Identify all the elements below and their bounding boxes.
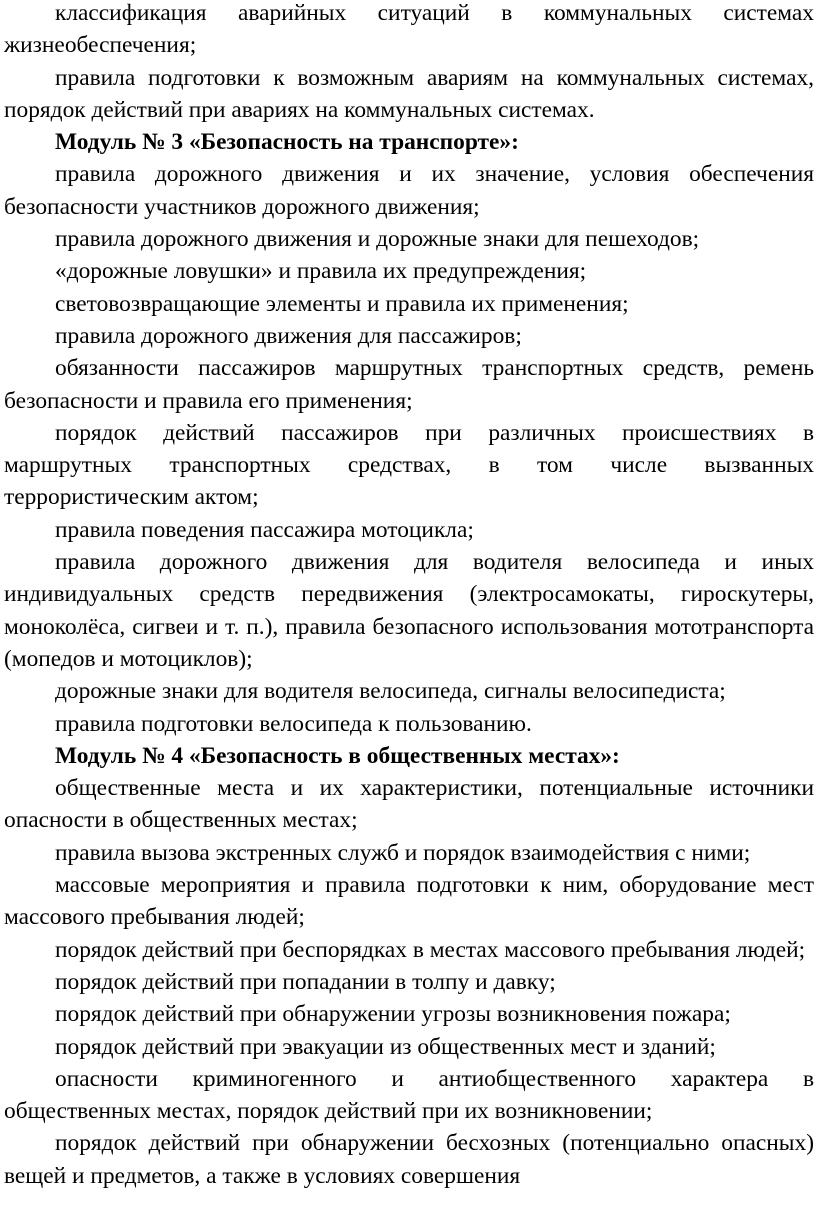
list-item: дорожные знаки для водителя велосипеда, сигналы велосипедиста;	[55, 678, 726, 705]
list-item: световозвращающие элементы и правила их применения;	[55, 290, 629, 317]
list-item: порядок действий при эвакуации из общественных мест и зданий;	[55, 1033, 716, 1060]
list-item: правила подготовки велосипеда к пользованию.	[55, 710, 532, 737]
list-item: правила дорожного движения для пассажиров;	[55, 322, 522, 349]
list-item: порядок действий при беспорядках в местах массового пребывания людей;	[55, 936, 806, 963]
list-item: массовые мероприятия и правила подготовки к ним, оборудование мест массового пребывания людей;	[4, 872, 814, 931]
list-item: опасности криминогенного и антиобщественного характера в общественных местах, порядок действий при их возникновении;	[4, 1065, 814, 1125]
list-item: правила дорожного движения и их значение, условия обеспечения безопасности участников дорожного движения;	[4, 161, 814, 220]
list-item: правила дорожного движения для водителя велосипеда и иных индивидуальных средств передвижения (электросамокаты, гироскутеры, моноколёса, сигвеи и т. п.), правила безопасного использования мототранспорта (мопедов и мотоциклов);	[4, 549, 814, 672]
list-item: правила подготовки к возможным авариям на коммунальных системах, порядок действий при авариях на коммунальных системах.	[4, 64, 814, 123]
list-item: классификация аварийных ситуаций в коммунальных системах жизнеобеспечения;	[4, 0, 814, 59]
list-item: обязанности пассажиров маршрутных транспортных средств, ремень безопасности и правила его применения;	[4, 355, 814, 414]
list-item: общественные места и их характеристики, потенциальные источники опасности в общественных местах;	[4, 775, 814, 834]
list-item: правила вызова экстренных служб и порядок взаимодействия с ними;	[55, 839, 751, 866]
list-item: порядок действий пассажиров при различных происшествиях в маршрутных транспортных средствах, в том числе вызванных террористическим актом;	[4, 419, 814, 511]
module-4-heading: Модуль № 4 «Безопасность в общественных местах»:	[55, 742, 620, 769]
list-item: порядок действий при обнаружении бесхозных (потенциально опасных) вещей и предметов, а также в условиях совершения	[4, 1130, 814, 1189]
list-item: правила поведения пассажира мотоцикла;	[55, 516, 474, 543]
document-page	[4, 0, 814, 1192]
list-item: порядок действий при попадании в толпу и давку;	[55, 968, 556, 995]
list-item: «дорожные ловушки» и правила их предупреждения;	[55, 258, 587, 285]
module-3-heading: Модуль № 3 «Безопасность на транспорте»:	[55, 129, 519, 156]
list-item: правила дорожного движения и дорожные знаки для пешеходов;	[55, 226, 700, 253]
list-item: порядок действий при обнаружении угрозы возникновения пожара;	[55, 1001, 731, 1028]
